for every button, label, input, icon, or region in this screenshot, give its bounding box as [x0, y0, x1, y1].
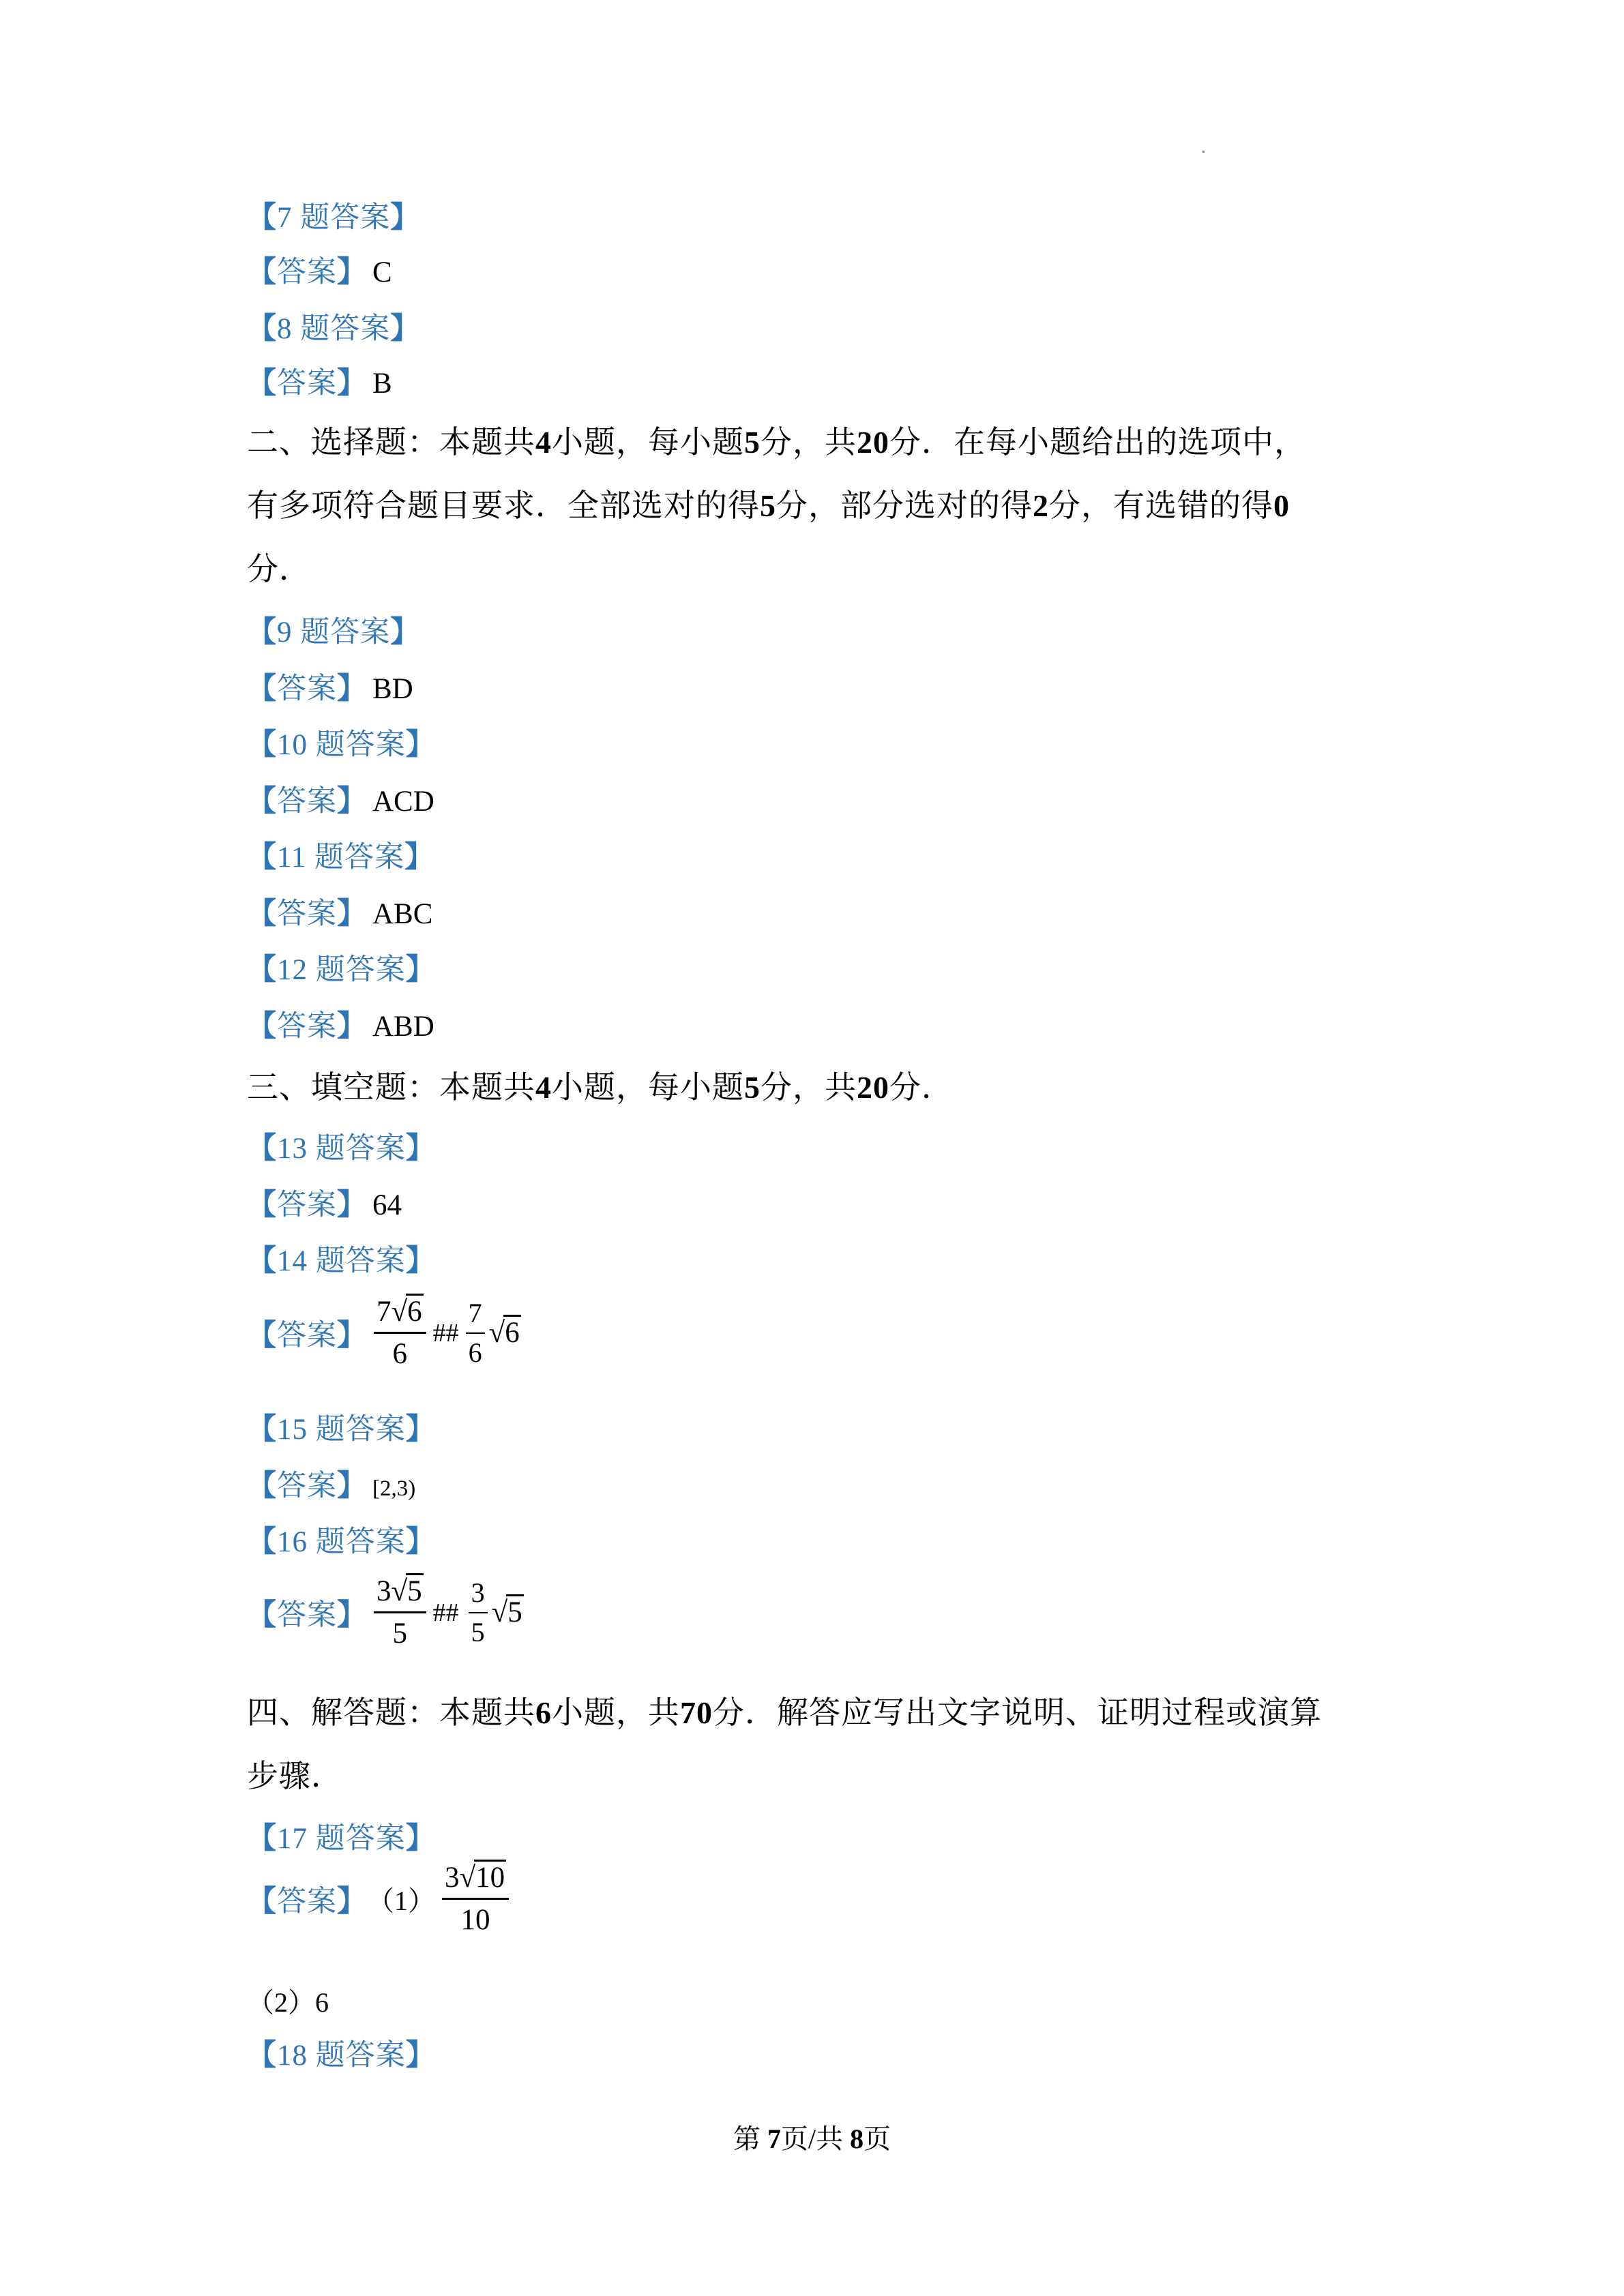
q9-title: 【9 题答案】 [247, 616, 421, 648]
q15-answer-row: 【答案】 [2,3) [247, 1470, 416, 1502]
q11-answer-row: 【答案】 ABC [247, 898, 433, 930]
q7-answer-row: 【答案】 C [247, 256, 392, 288]
q17-fraction: $\frac{3√10}{10}$ [442, 1862, 509, 1937]
sqrt-icon: √ [488, 1317, 505, 1350]
sqrt-icon: √ [491, 1596, 508, 1629]
section3-heading: 三、填空题：本题共4小题，每小题5分，共20分． [247, 1070, 954, 1105]
section2-heading-line2: 有多项符合题目要求．全部选对的得5分，部分选对的得2分，有选错的得0 [247, 488, 1290, 523]
q8-answer-row: 【答案】 B [247, 368, 392, 400]
q13-answer-row: 【答案】 64 [247, 1189, 402, 1221]
q12-title: 【12 题答案】 [247, 954, 436, 986]
q13-title: 【13 题答案】 [247, 1133, 436, 1165]
q14-fraction-2: $\frac{7}{6}$ [466, 1298, 485, 1368]
section4-heading-line1: 四、解答题：本题共6小题，共70分．解答应写出文字说明、证明过程或演算 [247, 1695, 1322, 1730]
q16-fraction-1: $\frac{3√5}{5}$ [374, 1575, 426, 1650]
q16-fraction-2: $\frac{3}{5}$ [469, 1578, 488, 1648]
sqrt-icon: √ [459, 1862, 476, 1894]
q14-answer-row: 【答案】 $\frac{7√6}{6}$ ## $\frac{7}{6}$ √6 [247, 1296, 521, 1371]
sqrt-icon: √ [391, 1296, 408, 1328]
q10-title: 【10 题答案】 [247, 729, 436, 761]
section2-heading-line3: 分． [247, 552, 311, 586]
q11-title: 【11 题答案】 [247, 841, 435, 874]
q17-part2: （2）6 [247, 1987, 329, 2018]
section4-heading-line2: 步骤． [247, 1759, 343, 1793]
q12-answer-row: 【答案】 ABD [247, 1011, 434, 1043]
section2-heading-line1: 二、选择题：本题共4小题，每小题5分，共20分．在每小题给出的选项中， [247, 425, 1306, 460]
q10-answer-row: 【答案】 ACD [247, 786, 434, 818]
q15-title: 【15 题答案】 [247, 1414, 436, 1446]
q16-answer-row: 【答案】 $\frac{3√5}{5}$ ## $\frac{3}{5}$ √5 [247, 1575, 524, 1650]
q18-title: 【18 题答案】 [247, 2040, 436, 2072]
page-footer: 第 7页/共 8页 [733, 2123, 891, 2154]
q8-title: 【8 题答案】 [247, 313, 421, 345]
q17-answer-row: 【答案】（1） $\frac{3√10}{10}$ [247, 1862, 513, 1937]
q9-answer-row: 【答案】 BD [247, 673, 413, 705]
stray-mark [1202, 151, 1205, 153]
q17-title: 【17 题答案】 [247, 1823, 436, 1855]
sqrt-icon: √ [391, 1575, 408, 1607]
q16-title: 【16 题答案】 [247, 1526, 436, 1558]
q14-title: 【14 题答案】 [247, 1245, 436, 1277]
q14-fraction-1: $\frac{7√6}{6}$ [374, 1296, 426, 1371]
q7-title: 【7 题答案】 [247, 202, 421, 234]
